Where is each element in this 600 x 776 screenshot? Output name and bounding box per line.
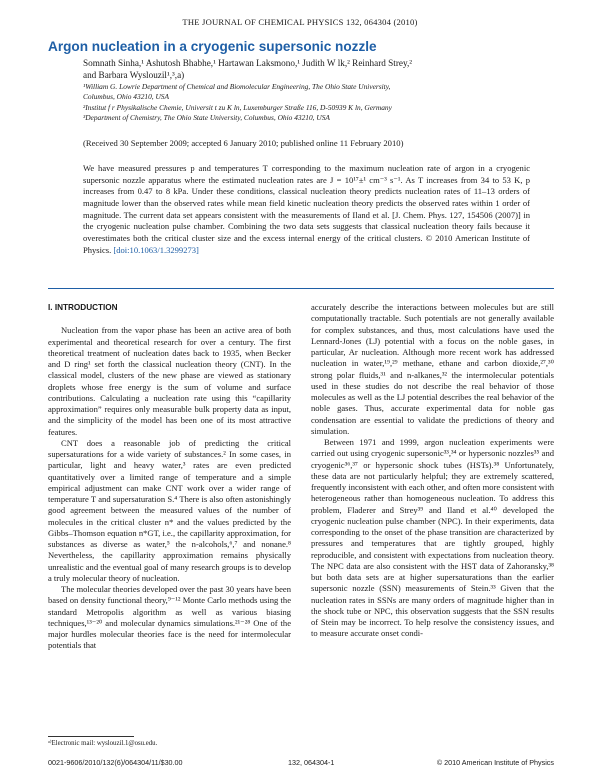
journal-header: THE JOURNAL OF CHEMICAL PHYSICS 132, 064304 (2010) (182, 17, 418, 27)
doi-link[interactable]: [doi:10.1063/1.3299273] (113, 244, 199, 255)
affiliations (83, 82, 553, 124)
author-list (83, 57, 553, 81)
paragraph: The molecular theories developed over the past 30 years have been based on density functional theory,⁹⁻¹² Monte Carlo methods using the standard Metropolis algorithm as well as various biasing techniques,¹³⁻²⁰ and molecular dynamics simulations.²¹⁻²⁸ One of the major hurdles molecular theories face is the need for intermolecular potentials that (48, 584, 291, 651)
abstract-text: We have measured pressures p and temperatures T corresponding to the maximum nucleation rate of argon in a cryogenic supersonic nozzle apparatus where the estimated nucleation rates are J = 10¹⁷±¹ cm⁻³ s⁻¹. As T increases from 34 to 53 K, p increases from 0.47 to 8 kPa. Under these conditions, classical nucleation theory predicts nucleation rates of 11–13 orders of magnitude lower than the observed rates while mean field kinetic nucleation theory predicts the observed rates within 1 order of magnitude. The current data set appears consistent with the measurements of Iland et al. [J. Chem. Phys. 127, 154506 (2007)] in the cryogenic nucleation pulse chamber. Combining the two data sets suggests that classical nucleation theory fails because it overestimates both the critical cluster size and the excess internal energy of the critical clusters. © 2010 American Institute of Physics. (83, 163, 530, 255)
footnote-divider (48, 736, 134, 737)
received-dates: (Received 30 September 2009; accepted 6 January 2010; published online 11 February 2010) (83, 138, 404, 148)
affiliation-line: ¹William G. Lowrie Department of Chemical and Biomolecular Engineering, The Ohio State University, (83, 82, 391, 91)
affiliation-line: Columbus, Ohio 43210, USA (83, 92, 170, 102)
paragraph: CNT does a reasonable job of predicting the critical supersaturations for a wide variety of substances.² In some cases, in particular, light and heavy water,³ rates are even predicted quantitatively over a limited range of temperature and a simple empirical adjustment can make CNT work over a wider range of temperature T and supersaturation S.⁴ There is also often astonishingly good agreement between the measured values of the number of molecules in the critical cluster n* and the values predicted by the Gibbs–Thomson equation n*GT, i.e., the capillarity approximation, for substances as diverse as water,⁵ the n-alcohols,⁶,⁷ and nonane.⁸ Nevertheless, the capillarity approximation remains physically unrealistic and the eventual goal of many research groups is to develop a truly molecular theory of nucleation. (48, 437, 291, 583)
left-column (48, 302, 291, 652)
right-column (311, 302, 554, 640)
section-divider (48, 288, 554, 289)
affiliation-line: ³Department of Chemistry, The Ohio State University, Columbus, Ohio 43210, USA (83, 113, 330, 123)
footer-page-number: 132, 064304-1 (288, 758, 335, 767)
paragraph: Between 1971 and 1999, argon nucleation experiments were carried out using cryogenic supersonic³³,³⁴ or hypersonic nozzles³⁵ and cryogenic³⁶,³⁷ or hypersonic shock tubes (HSTs).³⁸ Unfortunately, these data are not particularly helpful; they are extremely scattered, frequently inconsistent with each other, and often more consistent with heterogeneous rather than homogeneous nucleation. To address this problem, Fladerer and Strey³⁹ and Iland et al.⁴⁰ developed the cryogenic nucleation pulse chamber (NPC). In their experiments, data corresponding to the onset of the phase transition are characterized by pressures and temperatures that are tightly grouped, highly reproducible, and consistent with expectations from nucleation theory. The NPC data are also consistent with the HST data of Zahoransky,³⁸ but both data sets are at higher supersaturations than the earlier supersonic nozzle (SSN) measurements of Stein.³³ Given that the nucleation rates in SSNs are many orders of magnitude higher than in the shock tube or NPC, this observation suggests that the SSN results of Stein may be incorrect. To help resolve the consistency issues, and to measure accurate onset condi- (311, 437, 554, 639)
paragraph: accurately describe the interactions between molecules but are still computationally tractable. Such potentials are not generally available for complex substances, and thus, most calculations have used the Lennard-Jones (LJ) potential with a focus on the noble gases, in particular, Ar nucleation. Although more recent work has addressed nucleation in water,¹⁹,²⁹ methane, ethane and carbon dioxide,²⁷,³⁰ strong polar fluids,³¹ and n-alkanes,³² the intermolecular potentials used in these studies do not describe the real behavior of those molecules as well as the LJ potential describes the real behavior of the noble gases. Thus, accurate experimental data for noble gas condensation are essential to validate the predictions of theory and simulation. (311, 302, 554, 436)
footer-issn: 0021-9606/2010/132(6)/064304/11/$30.00 (48, 758, 183, 767)
abstract (83, 163, 530, 256)
affiliation-line: ²Institut f r Physikalische Chemie, Universit t zu K ln, Luxemburger Straße 116, D-50939 K ln, Germany (83, 102, 392, 112)
footer-copyright: © 2010 American Institute of Physics (436, 758, 554, 767)
footnote: ᵃ⁾Electronic mail: wyslouzil.1@osu.edu. (48, 740, 158, 747)
paper-title: Argon nucleation in a cryogenic supersonic nozzle (48, 39, 377, 54)
authors-line-1: Somnath Sinha,¹ Ashutosh Bhabhe,¹ Hartawan Laksmono,¹ Judith W lk,² Reinhard Strey,² (83, 58, 413, 68)
paragraph: Nucleation from the vapor phase has been an active area of both experimental and theoretical research for over a century. The first theoretical treatment of nucleation dates back to 1935, when Becker and D ring¹ set forth the classical nucleation theory (CNT). In the classical model, clusters of the new phase are viewed as stationary droplets whose free energy is the sum of volume and surface contributions. Calculating a nucleation rate using this “capillarity approximation” requires only measurable bulk property data as input, and the simplicity of the model has been one of its most attractive features. (48, 325, 291, 437)
section-heading: I. INTRODUCTION (48, 303, 118, 312)
authors-line-2: and Barbara Wyslouzil¹,³,a) (83, 70, 185, 80)
